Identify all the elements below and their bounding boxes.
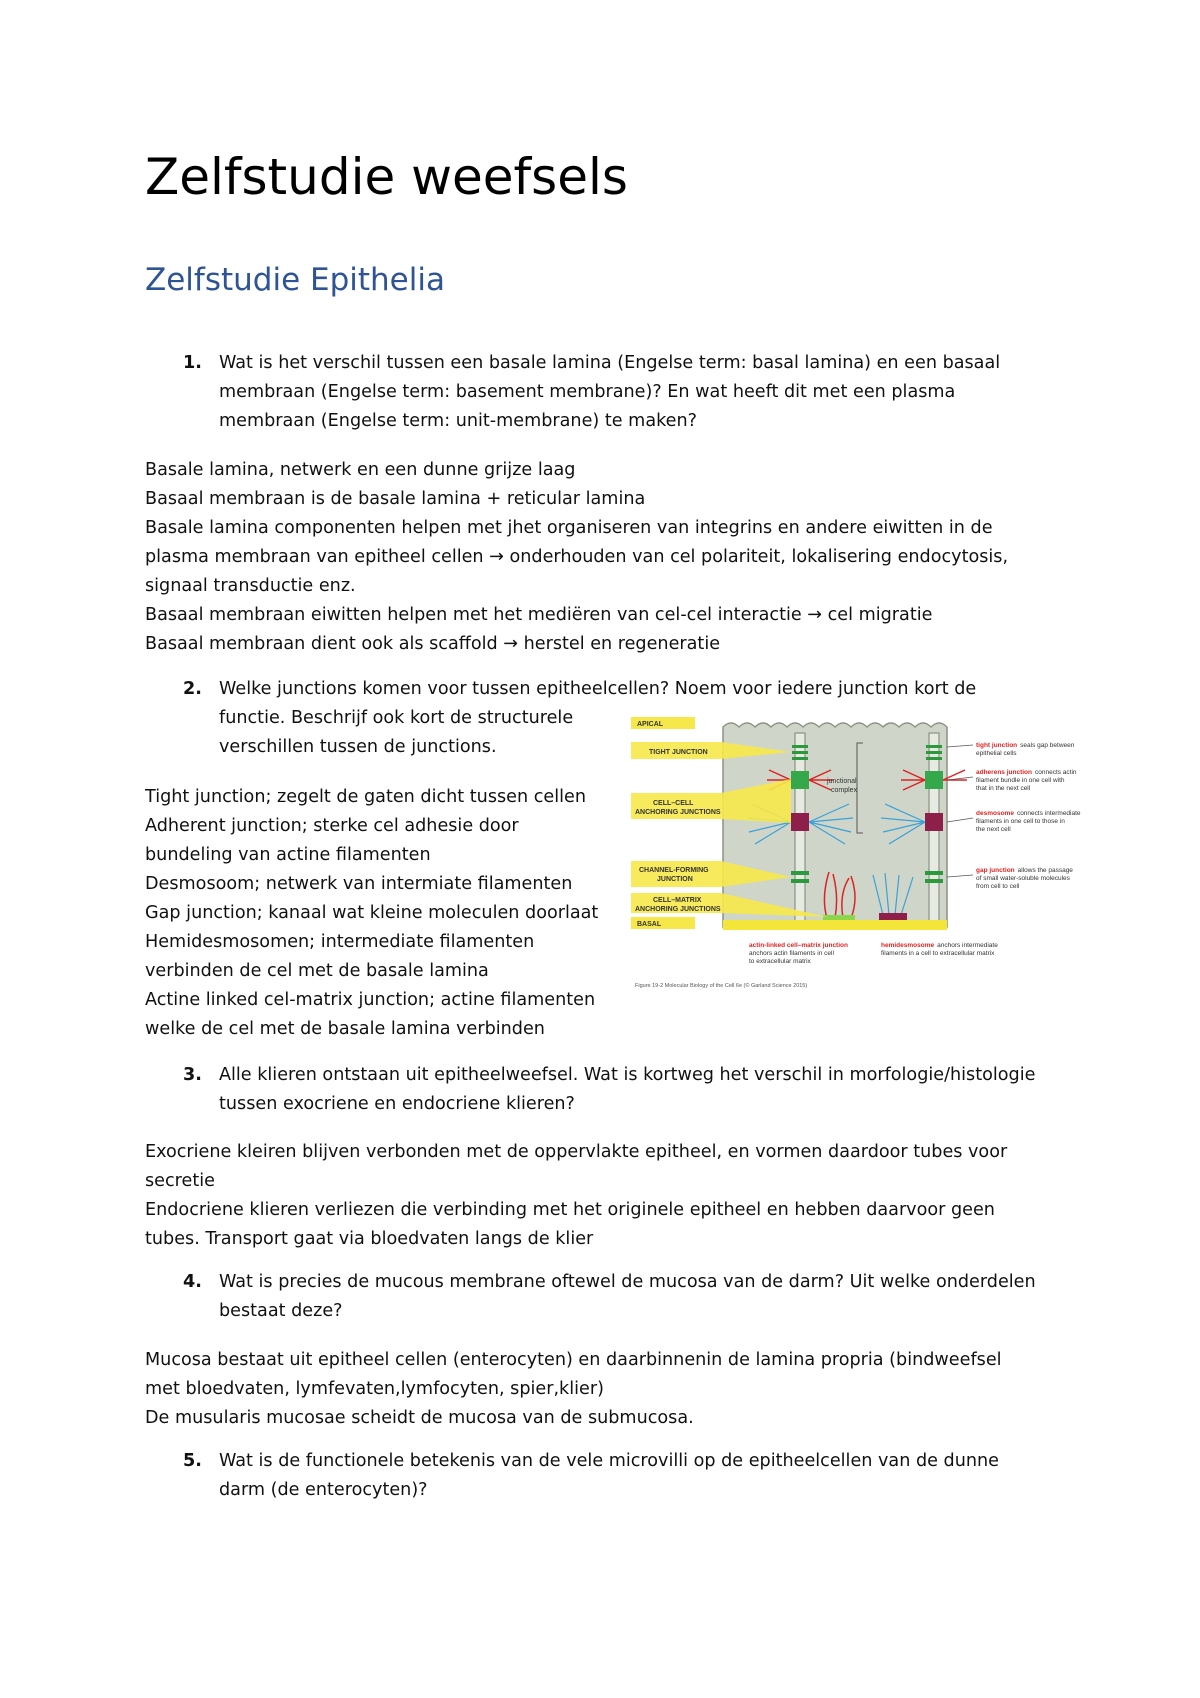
- question-number: 3.: [183, 1065, 202, 1085]
- answer-4: Mucosa bestaat uit epitheel cellen (enterocyten) en daarbinnenin de lamina propria (bindweefsel met bloedvaten, lymfevaten,lymfocyten, spier,klier) De musularis mucosae scheidt de mucosa van de submucosa.: [145, 1350, 1002, 1428]
- adherens-junction-right: [901, 770, 967, 790]
- anchoring-junctions-label: ANCHORING JUNCTIONS: [635, 809, 721, 816]
- question-1: [145, 349, 1179, 436]
- svg-text:tight junctionseals gap betwee: tight junction seals gap between: [976, 742, 1075, 749]
- answer-2: Tight junction; zegelt de gaten dicht tussen cellen Adherent junction; sterke cel adhesie door bundeling van actine filamenten Desmosoom; netwerk van intermiate filamenten Gap junction; kanaal wat kleine moleculen doorlaat Hemidesmosomen; intermediate filamenten verbinden de cel met de basale lamina Actine linked cel-matrix junction; actine filamenten welke de cel met de basale lamina verbinden: [145, 787, 599, 1039]
- question-text: Wat is het verschil tussen een basale lamina (Engelse term: basal lamina) en een basaal membraan (Engelse term: basement membrane)? En wat heeft dit met een plasma membraan (Engelse term: unit-membrane) te maken?: [219, 353, 1001, 431]
- junctional-complex-label: junctional: [827, 778, 857, 785]
- svg-text:hemidesmosomeanchors intermedi: hemidesmosome anchors intermediate: [881, 942, 998, 949]
- svg-text:filament bundle in one cell wi: filament bundle in one cell with: [976, 777, 1065, 784]
- question-text: Alle klieren ontstaan uit epitheelweefsel. Wat is kortweg het verschil in morfologie/histologie tussen exocriene en endocriene klieren?: [219, 1065, 1036, 1114]
- question-number: 5.: [183, 1451, 202, 1471]
- question-number: 4.: [183, 1272, 202, 1292]
- svg-text:filaments in one cell to those: filaments in one cell to those in: [976, 818, 1065, 825]
- bottom-legend: [749, 942, 998, 965]
- cell-matrix-label: CELL–MATRIX: [653, 897, 702, 904]
- channel-forming-label: CHANNEL-FORMING: [639, 867, 709, 874]
- svg-text:to extracellular matrix: to extracellular matrix: [749, 958, 811, 965]
- apical-label: APICAL: [637, 721, 664, 728]
- svg-text:filaments in a cell to extrace: filaments in a cell to extracellular matrix: [881, 950, 995, 957]
- svg-text:gap junctionallows the passage: gap junction allows the passage: [976, 867, 1073, 874]
- tight-junction-left: [792, 745, 808, 760]
- legend-leader-lines: [947, 745, 973, 877]
- question-number: 1.: [183, 353, 202, 373]
- question-3: [145, 1061, 1179, 1119]
- basal-label: BASAL: [637, 921, 662, 928]
- tight-junction-right: [926, 745, 942, 760]
- question-text: Welke junctions komen voor tussen epitheelcellen? Noem voor iedere junction kort de functie. Beschrijf ook kort de structurele verschillen tussen de junctions.: [219, 679, 977, 757]
- cell-cell-label: CELL–CELL: [653, 800, 694, 807]
- svg-text:desmosomeconnects intermediate: desmosome connects intermediate: [976, 810, 1081, 817]
- svg-text:adherens junctionconnects acti: adherens junction connects actin: [976, 769, 1077, 776]
- svg-text:epithelial cells: epithelial cells: [976, 750, 1017, 757]
- junctions-figure: [631, 715, 1116, 992]
- svg-text:the next cell: the next cell: [976, 826, 1011, 833]
- page-title: Zelfstudie weefsels: [145, 148, 628, 206]
- basal-lamina: [723, 920, 947, 930]
- svg-text:that in the next cell: that in the next cell: [976, 785, 1031, 792]
- answer-1: Basale lamina, netwerk en een dunne grijze laag Basaal membraan is de basale lamina + reticular lamina Basale lamina componenten helpen met jhet organiseren van integrins en andere eiwitten in de plasma membraan van epitheel cellen → onderhouden van cel polariteit, lokalisering endocytosis, signaal transductie enz. Basaal membraan eiwitten helpen met het mediëren van cel-cel interactie → cel migratie Basaal membraan dient ook als scaffold → herstel en regeneratie: [145, 460, 1009, 654]
- question-4: [145, 1268, 1179, 1326]
- junction-label: JUNCTION: [657, 876, 693, 883]
- svg-text:from cell to cell: from cell to cell: [976, 883, 1020, 890]
- question-text: Wat is de functionele betekenis van de vele microvilli op de epitheelcellen van de dunne darm (de enterocyten)?: [219, 1451, 999, 1500]
- tight-junction-label: TIGHT JUNCTION: [649, 749, 708, 756]
- svg-text:complex: complex: [831, 787, 858, 794]
- answer-3: Exocriene kleiren blijven verbonden met de oppervlakte epitheel, en vormen daardoor tubes voor secretie Endocriene klieren verliezen die verbinding met het originele epitheel en hebben daarvoor geen tubes. Transport gaat via bloedvaten langs de klier: [145, 1142, 1008, 1249]
- section-heading: Zelfstudie Epithelia: [145, 262, 445, 298]
- svg-text:anchors actin filaments in cel: anchors actin filaments in cell: [749, 950, 834, 957]
- junctions-diagram: [631, 715, 1116, 992]
- question-number: 2.: [183, 679, 202, 699]
- figure-caption: Figure 19-2 Molecular Biology of the Cell 6e (© Garland Science 2015): [635, 983, 808, 989]
- question-text: Wat is precies de mucous membrane oftewel de mucosa van de darm? Uit welke onderdelen bestaat deze?: [219, 1272, 1036, 1321]
- right-legend: [976, 742, 1081, 890]
- question-5: [145, 1447, 1179, 1505]
- svg-text:of small water-soluble molecul: of small water-soluble molecules: [976, 875, 1070, 882]
- svg-text:actin-linked cell–matrix junct: actin-linked cell–matrix junction: [749, 942, 848, 949]
- anchoring-junctions-label-2: ANCHORING JUNCTIONS: [635, 906, 721, 913]
